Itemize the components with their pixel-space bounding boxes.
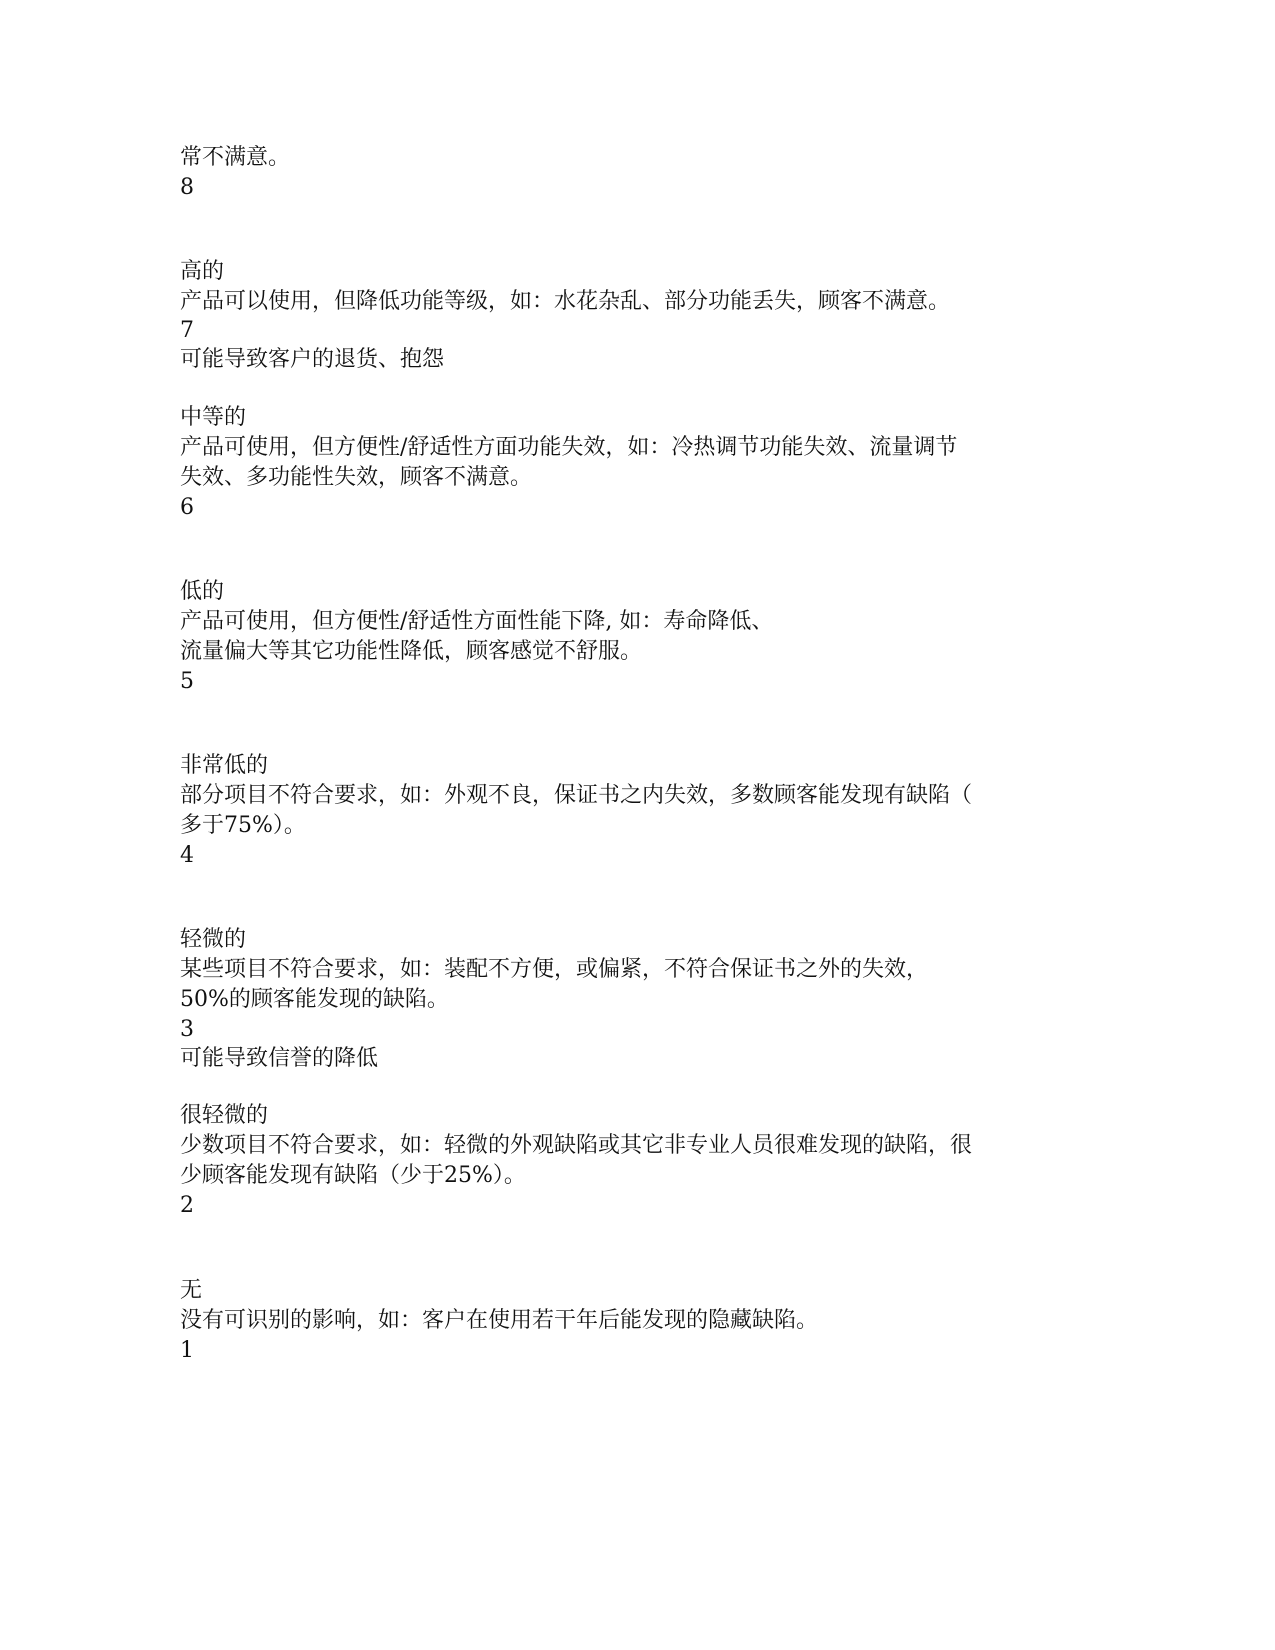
severity-label-none: 无 — [180, 1278, 203, 1303]
severity-description-medium: 产品可使用，但方便性/舒适性方面功能失效，如：冷热调节功能失效、流量调节 — [180, 435, 958, 460]
severity-label-low: 低的 — [180, 579, 225, 604]
severity-rating-4: 4 — [180, 843, 194, 868]
severity-7-description-tail: 常不满意。 — [180, 145, 291, 170]
severity-description-none: 没有可识别的影响，如：客户在使用若干年后能发现的隐藏缺陷。 — [180, 1308, 819, 1333]
severity-description-medium-cont: 失效、多功能性失效，顾客不满意。 — [180, 465, 533, 490]
effect-note-reputation: 可能导致信誉的降低 — [180, 1046, 379, 1071]
severity-description-minor-cont: 50%的顾客能发现的缺陷。 — [180, 987, 449, 1012]
severity-rating-5: 5 — [180, 669, 194, 694]
effect-note-returns: 可能导致客户的退货、抱怨 — [180, 347, 445, 372]
severity-label-medium: 中等的 — [180, 405, 247, 430]
severity-description-very-minor-cont: 少顾客能发现有缺陷（少于25%）。 — [180, 1163, 526, 1188]
severity-rating-1: 1 — [180, 1338, 194, 1363]
severity-label-very-minor: 很轻微的 — [180, 1103, 269, 1128]
severity-label-very-low: 非常低的 — [180, 753, 269, 778]
severity-label-high: 高的 — [180, 259, 225, 284]
severity-description-low: 产品可使用，但方便性/舒适性方面性能下降, 如：寿命降低、 — [180, 609, 774, 634]
severity-description-very-minor: 少数项目不符合要求，如：轻微的外观缺陷或其它非专业人员很难发现的缺陷，很 — [180, 1133, 973, 1158]
severity-description-low-cont: 流量偏大等其它功能性降低，顾客感觉不舒服。 — [180, 639, 643, 664]
severity-description-very-low-cont: 多于75%）。 — [180, 813, 306, 838]
severity-description-minor: 某些项目不符合要求，如：装配不方便，或偏紧，不符合保证书之外的失效， — [180, 957, 929, 982]
severity-description-high: 产品可以使用，但降低功能等级，如：水花杂乱、部分功能丢失，顾客不满意。 — [180, 289, 951, 314]
severity-rating-7: 7 — [180, 318, 194, 343]
severity-label-minor: 轻微的 — [180, 927, 247, 952]
severity-rating-8: 8 — [180, 175, 194, 200]
severity-rating-2: 2 — [180, 1193, 194, 1218]
severity-description-very-low: 部分项目不符合要求，如：外观不良，保证书之内失效，多数顾客能发现有缺陷（ — [180, 783, 973, 808]
severity-rating-3: 3 — [180, 1017, 194, 1042]
severity-rating-6: 6 — [180, 495, 194, 520]
